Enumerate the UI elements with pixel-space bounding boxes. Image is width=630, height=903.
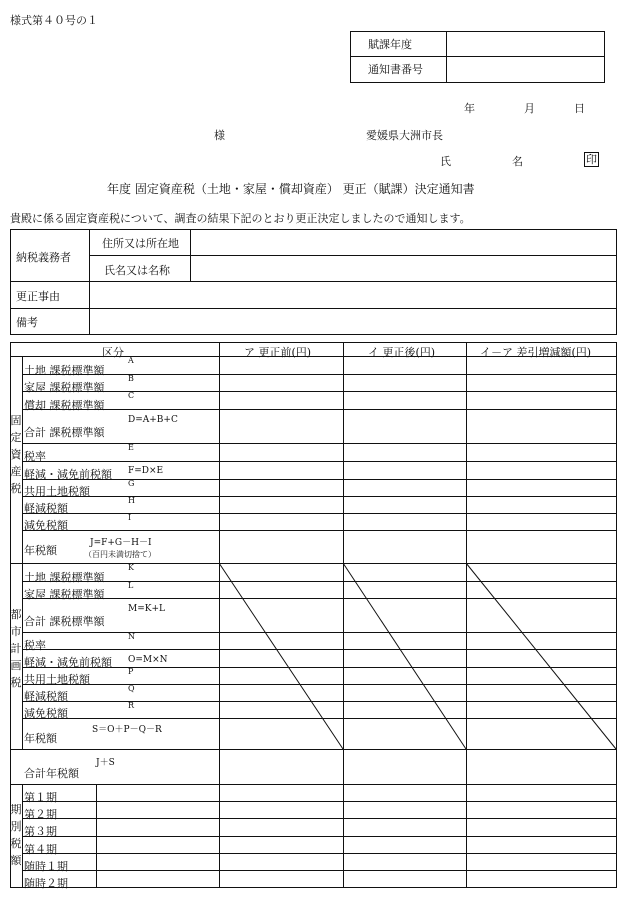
- total-code: J＋S: [96, 758, 115, 768]
- address-label: 住所又は所在地: [102, 237, 179, 250]
- cp-row-code: K: [128, 563, 134, 572]
- intro-text: 貴殿に係る固定資産税について、調査の結果下記のとおり更正決定しましたので通知します。: [10, 212, 471, 225]
- fa-row-code: C: [128, 391, 135, 400]
- fa-row-code: G: [128, 479, 135, 488]
- cp-row-code: P: [128, 667, 134, 676]
- fa-row-label: 減免税額: [24, 519, 68, 532]
- cp-row-label: 税率: [24, 639, 46, 652]
- fa-row-code: D=A+B+C: [128, 415, 178, 425]
- addressee-sama: 様: [214, 129, 225, 142]
- fa-row-code: E: [128, 443, 134, 452]
- installment-row: 随時２期: [24, 877, 68, 890]
- cp-row-label: 軽減税額: [24, 690, 68, 703]
- installment-row: 第４期: [24, 843, 57, 856]
- cp-row-code: S＝O＋P－Q－R: [92, 725, 162, 735]
- installment-row: 随時１期: [24, 860, 68, 873]
- col-before: ア 更正前(円): [244, 346, 312, 359]
- levy-year-label: 賦課年度: [368, 38, 412, 51]
- date-day: 日: [574, 102, 585, 115]
- issuer: 愛媛県大洲市長: [366, 129, 443, 142]
- fa-row-label: 償却 課税標準額: [24, 399, 105, 412]
- notice-number-label: 通知書番号: [368, 63, 423, 76]
- cp-row-code: R: [128, 701, 135, 710]
- fa-row-code: A: [128, 356, 134, 365]
- fa-row-note: （百円未満切捨て）: [84, 550, 156, 559]
- seal-mark: 印: [586, 153, 597, 166]
- group-fixed-asset: 固 定 資 産 税: [10, 414, 22, 495]
- fa-row-label: 軽減税額: [24, 502, 68, 515]
- name-label: 氏名又は名称: [104, 264, 170, 277]
- installment-row: 第２期: [24, 808, 57, 821]
- cp-row-code: N: [128, 632, 135, 641]
- cp-row-label: 土地 課税標準額: [24, 571, 105, 584]
- cp-row-code: O=M×N: [128, 655, 168, 665]
- fa-row-label: 税率: [24, 450, 46, 463]
- cp-row-label: 共用土地税額: [24, 673, 90, 686]
- name-shi: 氏: [440, 155, 451, 168]
- cp-row-code: L: [128, 581, 134, 590]
- cp-row-label: 年税額: [24, 732, 57, 745]
- taxpayer-label: 納税義務者: [16, 251, 71, 264]
- fa-row-label: 合計 課税標準額: [24, 426, 105, 439]
- cp-row-label: 軽減・減免前税額: [24, 656, 112, 669]
- form-number: 様式第４０号の１: [10, 14, 98, 27]
- col-diff: イ－ア 差引増減額(円): [480, 346, 592, 359]
- group-city-planning: 都 市 計 画 税: [10, 608, 22, 689]
- fa-row-code: F=D×E: [128, 466, 164, 476]
- cp-row-label: 合計 課税標準額: [24, 615, 105, 628]
- total-label: 合計年税額: [24, 767, 79, 780]
- reason-label: 更正事由: [16, 290, 60, 303]
- cp-row-code: Q: [128, 684, 135, 693]
- fa-row-code: H: [128, 496, 135, 505]
- fa-row-code: J=F+G－H－I: [90, 538, 152, 548]
- date-month: 月: [524, 102, 535, 115]
- fa-row-label: 年税額: [24, 544, 57, 557]
- group-installments: 期 別 税 額: [10, 803, 22, 867]
- name-mei: 名: [512, 155, 523, 168]
- installment-row: 第１期: [24, 791, 57, 804]
- fa-row-label: 家屋 課税標準額: [24, 381, 105, 394]
- fa-row-label: 軽減・減免前税額: [24, 468, 112, 481]
- col-after: イ 更正後(円): [368, 346, 436, 359]
- cp-row-label: 家屋 課税標準額: [24, 588, 105, 601]
- fa-row-label: 共用土地税額: [24, 485, 90, 498]
- installment-row: 第３期: [24, 825, 57, 838]
- cp-row-label: 減免税額: [24, 707, 68, 720]
- fa-row-label: 土地 課税標準額: [24, 364, 105, 377]
- date-year: 年: [464, 102, 475, 115]
- col-category: 区分: [102, 346, 124, 359]
- fa-row-code: B: [128, 374, 134, 383]
- fa-row-code: I: [128, 513, 132, 522]
- remarks-label: 備考: [16, 316, 38, 329]
- notice-title: 年度 固定資産税（土地・家屋・償却資産） 更正（賦課）決定通知書: [107, 182, 475, 196]
- cp-row-code: M=K+L: [128, 604, 165, 614]
